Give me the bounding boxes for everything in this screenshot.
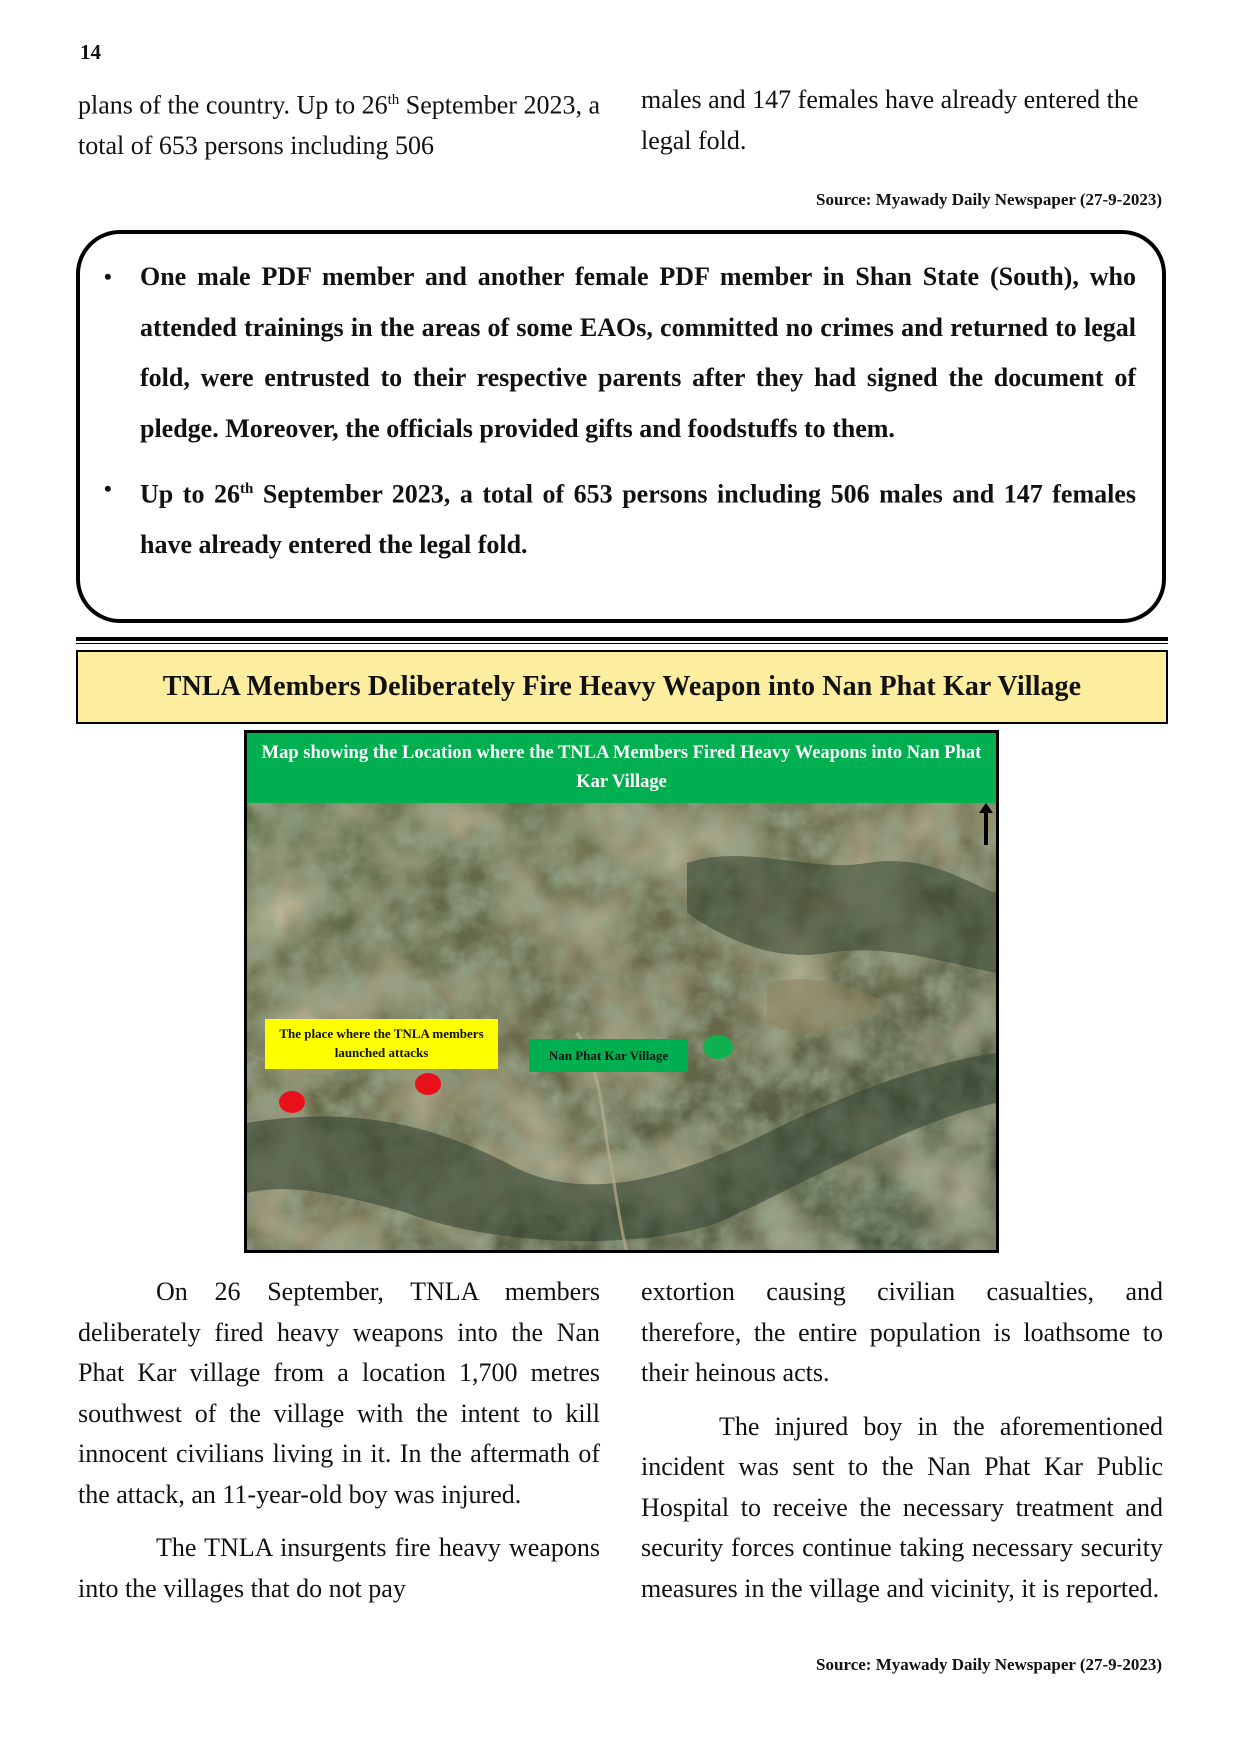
section-divider [76, 643, 1168, 644]
highlight-text: One male PDF member and another female PDF member in Shan State (South), who attended trainings in the areas of some EAOs, committed no crimes and returned to legal fold, were entrusted to their respective parents after they had signed the document of pledge. Moreover, the officials provided gifts and foodstuffs to them. [140, 262, 1136, 443]
section-divider [76, 637, 1168, 641]
attack-marker [279, 1091, 305, 1113]
text-run: plans of the country. Up to 26 [78, 90, 388, 120]
highlight-text: Up to 26 [140, 479, 240, 509]
article-paragraph: The TNLA insurgents fire heavy weapons into the villages that do not pay [78, 1533, 600, 1603]
article-paragraph: On 26 September, TNLA members deliberately fired heavy weapons into the Nan Phat Kar village from a location 1,700 metres southwest of the village with the intent to kill innocent civilians living in it. In the aftermath of the attack, an 11-year-old boy was injured. [78, 1277, 600, 1509]
source-citation: Source: Myawady Daily Newspaper (27-9-2023) [816, 1655, 1162, 1674]
highlight-text: September 2023, a total of 653 persons including 506 males and 147 females have already entered the legal fold. [140, 479, 1136, 560]
highlight-item [104, 464, 1136, 571]
highlight-list [104, 252, 1136, 571]
article-title: TNLA Members Deliberately Fire Heavy Weapon into Nan Phat Kar Village [76, 650, 1168, 724]
bullet-icon: • [104, 264, 112, 289]
attack-marker [415, 1073, 441, 1095]
highlight-box [76, 230, 1166, 623]
map-figure [244, 730, 999, 1253]
map-caption: Map showing the Location where the TNLA Members Fired Heavy Weapons into Nan Phat Kar Village [247, 733, 996, 803]
top-left-paragraph [78, 80, 600, 167]
article-paragraph: The injured boy in the aforementioned incident was sent to the Nan Phat Kar Public Hospital to receive the necessary treatment and security forces continue taking necessary security measures in the village and vicinity, it is reported. [641, 1411, 1163, 1603]
superscript: th [387, 92, 400, 108]
village-marker [703, 1035, 733, 1059]
attack-location-label: The place where the TNLA members launched attacks [265, 1019, 498, 1069]
article-right-column [641, 1272, 1163, 1609]
page-number: 14 [80, 40, 101, 64]
north-arrow-icon [979, 803, 993, 845]
superscript: th [239, 481, 254, 497]
source-citation: Source: Myawady Daily Newspaper (27-9-2023) [816, 190, 1162, 209]
article-left-column [78, 1272, 600, 1609]
top-right-paragraph: males and 147 females have already entered the legal fold. [641, 85, 1139, 155]
top-right-column [641, 80, 1163, 161]
bullet-icon: • [104, 476, 112, 501]
text-run: September 2023, a total of 653 persons including 506 [78, 90, 600, 161]
article-paragraph: extortion causing civilian casualties, and therefore, the entire population is loathsome to their heinous acts. [641, 1277, 1163, 1387]
village-location-label: Nan Phat Kar Village [529, 1039, 688, 1072]
top-left-column [78, 80, 600, 167]
highlight-item [104, 252, 1136, 454]
